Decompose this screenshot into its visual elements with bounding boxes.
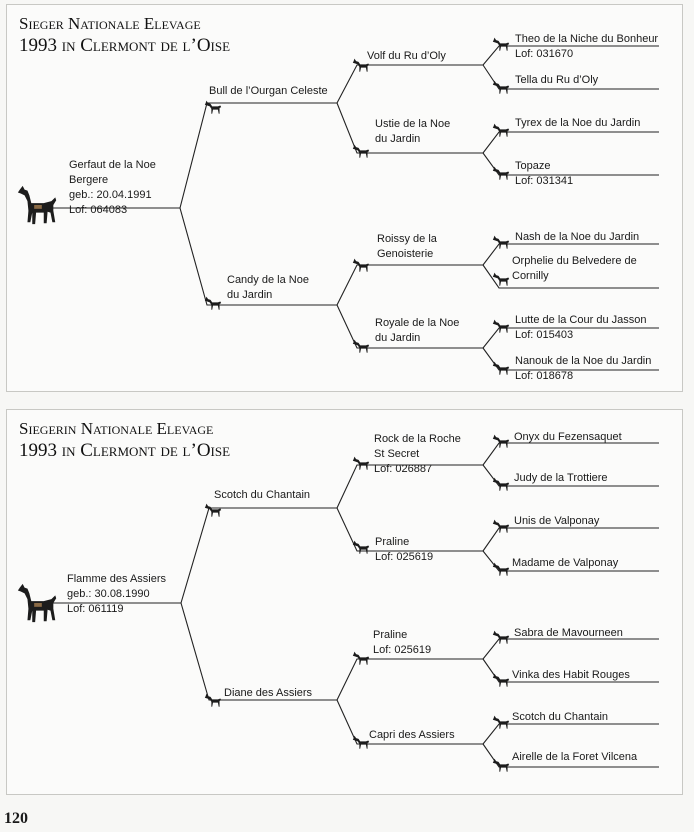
dog-icon [491,234,511,252]
gg-2-name: Tella du Ru d’Oly [515,74,599,86]
dam-dam-line1: Royale de la Noe [375,317,460,329]
title-line-2: 1993 in Clermont de l’Oise [19,440,231,461]
sire-name: Scotch du Chantain [214,489,311,501]
gg-1-lof: Lof: 031670 [515,48,574,60]
gg-7 [515,313,646,343]
dog-icon [351,650,371,668]
gg-1-name: Onyx du Fezensaquet [514,431,622,443]
dog-icon [351,734,371,752]
title-line-2: 1993 in Clermont de l’Oise [19,35,231,56]
sire-name: Bull de l’Ourgan Celeste [209,85,328,97]
dam-name-line2: du Jardin [227,289,273,301]
dam-name [227,273,309,303]
dog-icon [491,165,511,183]
dam-sire-name [373,628,431,658]
dog-icon [491,79,511,97]
dam-dam-line2: du Jardin [375,332,421,344]
subject-born: geb.: 30.08.1990 [67,588,150,600]
sire-sire-line1: Rock de la Roche [374,433,461,445]
dog-icon [203,692,223,710]
dog-icon [351,257,371,275]
gg-8-name: Nanouk de la Noe du Jardin [515,355,652,367]
gg-4 [515,159,573,189]
gg-6-line2: Cornilly [512,270,549,282]
dog-icon [491,518,511,536]
dog-icon [491,433,511,451]
title-line-1: Siegerin Nationale Elevage [19,419,214,438]
sire-sire-line2: St Secret [374,448,420,460]
gg-6-name: Vinka des Habit Rouges [512,669,630,681]
sire-dam-line2: du Jardin [375,133,421,145]
dog-icon [351,539,371,557]
gg-1-name: Theo de la Niche du Bonheur [515,33,659,45]
sire-dam-name [375,535,433,565]
page-number: 120 [4,810,28,827]
dam-sire-line2: Genoisterie [377,248,434,260]
dam-dam-name [375,316,459,346]
sire-dam-line1: Praline [375,536,410,548]
dam-name: Diane des Assiers [224,687,313,699]
dam-dam-name: Capri des Assiers [369,729,455,741]
gg-7-name: Scotch du Chantain [512,711,609,723]
pedigree-panel-1 [6,4,683,392]
subject-name-line1: Gerfaut de la Noe [69,159,156,171]
subject-name [67,572,166,617]
dog-icon [491,122,511,140]
dam-name-line1: Candy de la Noe [227,274,309,286]
gg-3-name: Unis de Valponay [514,515,600,527]
gg-5-name: Sabra de Mavourneen [514,627,623,639]
dam-sire-name [377,232,437,262]
dog-icon [351,455,371,473]
subject-lof: Lof: 064083 [69,204,128,216]
gg-7-name: Lutte de la Cour du Jasson [515,314,647,326]
dog-icon [491,629,511,647]
dam-sire-line1: Praline [373,629,408,641]
sire-sire-name: Volf du Ru d’Oly [367,50,446,62]
subject-lof: Lof: 061119 [67,603,124,615]
dam-sire-lof: Lof: 025619 [373,644,432,656]
dog-icon [491,271,511,289]
sire-dam-line1: Ustie de la Noe [375,118,451,130]
sire-sire-lof: Lof: 026887 [374,463,433,475]
dog-icon [491,672,511,690]
dog-icon [15,182,61,228]
dog-icon [203,502,223,520]
gg-7-lof: Lof: 015403 [515,329,574,341]
gg-8 [515,354,651,384]
dog-icon [491,360,511,378]
dog-icon [203,295,223,313]
gg-3-name: Tyrex de la Noe du Jardin [515,117,641,129]
sire-sire-name [374,432,461,477]
dog-icon [491,36,511,54]
dog-icon [351,338,371,356]
subject-name [69,158,156,218]
dog-icon [491,561,511,579]
sire-dam-name [375,117,450,147]
dam-sire-line1: Roissy de la [377,233,437,245]
gg-1 [515,32,658,62]
gg-4-name: Topaze [515,160,551,172]
gg-5-name: Nash de la Noe du Jardin [515,231,640,243]
gg-4-lof: Lof: 031341 [515,175,574,187]
gg-8-name: Airelle de la Foret Vilcena [512,751,638,763]
pedigree-panel-2 [6,409,683,795]
dog-icon [15,580,61,626]
dog-icon [491,714,511,732]
gg-6-line1: Orphelie du Belvedere de [512,255,637,267]
subject-name-line1: Flamme des Assiers [67,573,167,585]
sire-dam-lof: Lof: 025619 [375,551,434,563]
dog-icon [351,143,371,161]
gg-6 [512,254,637,284]
subject-name-line2: Bergere [69,174,109,186]
title-line-1: Sieger Nationale Elevage [19,14,201,33]
dog-icon [491,318,511,336]
dog-icon [491,757,511,775]
dog-icon [491,476,511,494]
dog-icon [203,99,223,117]
gg-4-name: Madame de Valponay [512,557,619,569]
gg-8-lof: Lof: 018678 [515,370,574,382]
gg-2-name: Judy de la Trottiere [514,472,608,484]
subject-born: geb.: 20.04.1991 [69,189,152,201]
